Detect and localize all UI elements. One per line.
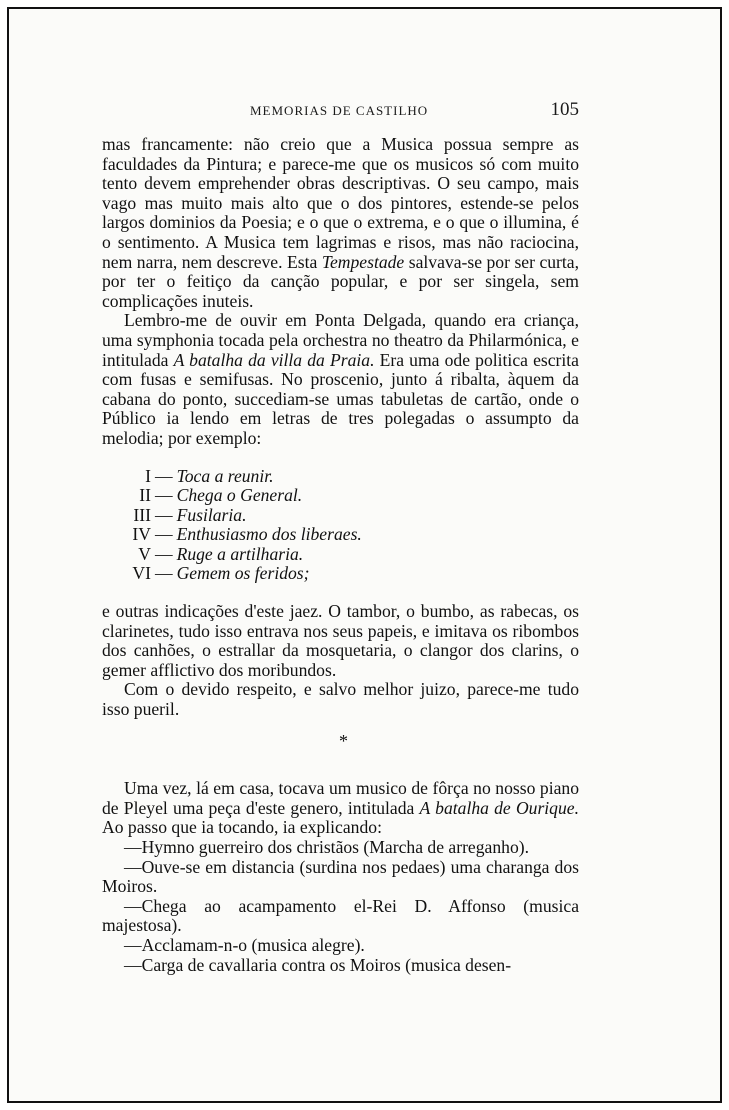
list-number: I (145, 465, 151, 486)
list-dash: — (155, 563, 173, 584)
paragraph-1-post: salvava-se por ser curta, por ter o feitiço da canção popular, e por ser singela, sem complicações inuteis. (102, 251, 580, 311)
list-text: Enthusiasmo dos liberaes. (176, 524, 362, 545)
paragraph-1-text: mas francamente: não creio que a Musica possua sempre as faculdades da Pintura; e parece-me que os musicos só com muito tento devem emprehender obras descriptivas. O seu campo, mais vago mas muito mais alto que o dos pintores, estende-se pelos largos dominios da Poesia; e o que o extrema, e o que o illumina, é o sentimento. A Musica tem lagrimas e risos, mas não raciocina, nem narra, nem descreve. (102, 134, 579, 272)
paragraph-5-post: Ao passo que ia tocando, ia explicando: (102, 817, 382, 838)
paragraph-4: Com o devido respeito, e salvo melhor juizo, parece-me tudo isso pueril. (102, 679, 579, 720)
list-text: Gemem os feridos; (176, 563, 310, 584)
list-item (102, 467, 579, 487)
list-item (102, 564, 579, 584)
dialogue-item: —Hymno guerreiro dos christãos (Marcha de arreganho). (124, 837, 529, 857)
program-list (102, 467, 579, 585)
paragraph-3: e outras indicações d'este jaez. O tambor, o bumbo, as rabecas, os clarinetes, tudo isso entrava nos seus papeis, e imitava os ribombos dos canhões, o estrallar da mosquetaria, o clangor dos clarins, o gemer afflictivo dos moribundos. (102, 601, 579, 680)
list-number: IV (132, 524, 151, 545)
list-item (102, 525, 579, 545)
list-dash: — (155, 485, 173, 506)
list-dash: — (155, 524, 173, 545)
paragraph-5 (102, 779, 579, 838)
list-number: VI (132, 563, 151, 584)
symphony-title: A batalha da villa da Praia. (173, 349, 375, 370)
list-dash: — (155, 543, 173, 564)
paragraph-2 (102, 311, 579, 448)
paragraph-2-cont: Era uma ode politica escrita com fusas e semifusas. No proscenio, junto á ribalta, àquem da cabana do ponto, succediam-se umas tabuletas de cartão, onde o Público ia lendo em letras de tres polegadas o assumpto da melodia; por exemplo: (102, 349, 579, 448)
list-text: Fusilaria. (176, 504, 247, 525)
list-number: V (138, 543, 151, 564)
dialogue-item: —Ouve-se em distancia (surdina nos pedaes) uma charanga dos Moiros. (102, 856, 579, 897)
paragraph-1 (102, 135, 579, 311)
paragraph-5-pre: Uma vez, lá em casa, tocava um musico de fôrça no nosso piano de Pleyel uma peça d'este genero, intitulada (102, 778, 579, 818)
book-page (7, 7, 722, 1103)
list-item (102, 486, 579, 506)
body-text (102, 135, 579, 975)
dialogue-item: —Carga de cavallaria contra os Moiros (musica desen- (124, 954, 512, 975)
paragraph-2-text: Lembro-me de ouvir em Ponta Delgada, quando era criança, uma symphonia tocada pela orchestra no theatro da Philarmónica, e intitulada (102, 310, 579, 370)
list-text: Ruge a artilharia. (176, 543, 304, 564)
running-title: MEMORIAS DE CASTILHO (250, 103, 429, 118)
list-dash: — (155, 465, 173, 486)
list-item (102, 545, 579, 565)
page-number: 105 (550, 99, 579, 120)
list-item (102, 506, 579, 526)
ourique-title: A batalha de Ourique. (419, 797, 579, 818)
dialogue-item: —Chega ao acampamento el-Rei D. Affonso (musica majestosa). (102, 895, 579, 936)
list-text: Toca a reunir. (176, 465, 274, 486)
section-separator: * (339, 730, 348, 751)
paragraph-1-pre: Esta (287, 251, 318, 272)
dialogue-item: —Acclamam-n-o (musica alegre). (124, 934, 365, 955)
list-number: II (139, 485, 151, 506)
list-text: Chega o General. (176, 485, 303, 506)
list-number: III (133, 504, 151, 525)
tempestade-title: Tempestade (321, 251, 405, 272)
list-dash: — (155, 504, 173, 525)
